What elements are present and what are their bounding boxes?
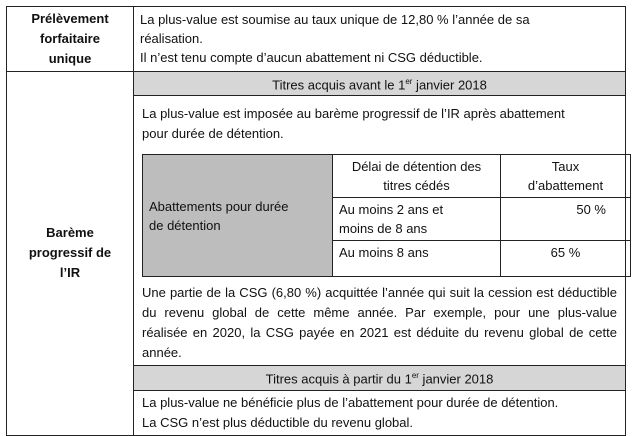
label-line: forfaitaire <box>40 31 100 46</box>
table-cell: Au moins 8 ans <box>333 241 501 277</box>
row-content <box>134 7 626 72</box>
row-label <box>7 72 134 436</box>
table-cell: 50 % <box>501 198 631 241</box>
column-header: Taux d’abattement <box>501 155 631 198</box>
text-line: La plus-value ne bénéficie plus de l’abattement pour durée de détention. <box>142 394 559 410</box>
tax-comparison-table <box>6 6 626 436</box>
text-line: pour durée de détention. <box>142 126 284 142</box>
text-line: La CSG n’est plus déductible du revenu global. <box>142 414 414 430</box>
abatement-table <box>142 154 631 277</box>
column-header: Délai de détention des titres cédés <box>333 155 501 198</box>
intro-paragraph <box>134 96 625 148</box>
label-line: l’IR <box>59 265 81 281</box>
row-label <box>7 7 134 72</box>
csg-paragraph: Une partie de la CSG (6,80 %) acquittée l’année qui suit la cession est déductible du revenu global de cette même année. Par exemple, pour une plus-value réalisée en 2020, la CSG payée en 2021 est déduite du revenu global de cette année. <box>142 285 617 361</box>
label-line: Prélèvement <box>31 11 109 26</box>
section-header: Titres acquis avant le 1er janvier 2018 <box>134 72 625 96</box>
table-cell: 65 % <box>501 241 631 277</box>
abatement-label: Abattements pour durée de détention <box>143 155 333 277</box>
text-line: réalisation. <box>140 31 203 46</box>
section-header: Titres acquis à partir du 1er janvier 2018 <box>134 365 625 390</box>
table-row <box>7 7 626 72</box>
table-row <box>143 155 631 198</box>
label-line: progressif de <box>28 245 112 261</box>
text-line: La plus-value est imposée au barème progressif de l’IR après abattement <box>142 106 565 122</box>
row-content <box>134 72 626 436</box>
text-line: Il n’est tenu compte d’aucun abattement ni CSG déductible. <box>140 50 483 65</box>
table-row <box>7 72 626 436</box>
label-line: Barème <box>46 225 94 241</box>
label-line: unique <box>48 51 92 66</box>
section2-paragraph <box>134 391 625 435</box>
text-line: La plus-value est soumise au taux unique de 12,80 % l’année de sa <box>140 12 530 27</box>
table-cell: Au moins 2 ans et moins de 8 ans <box>333 198 501 241</box>
